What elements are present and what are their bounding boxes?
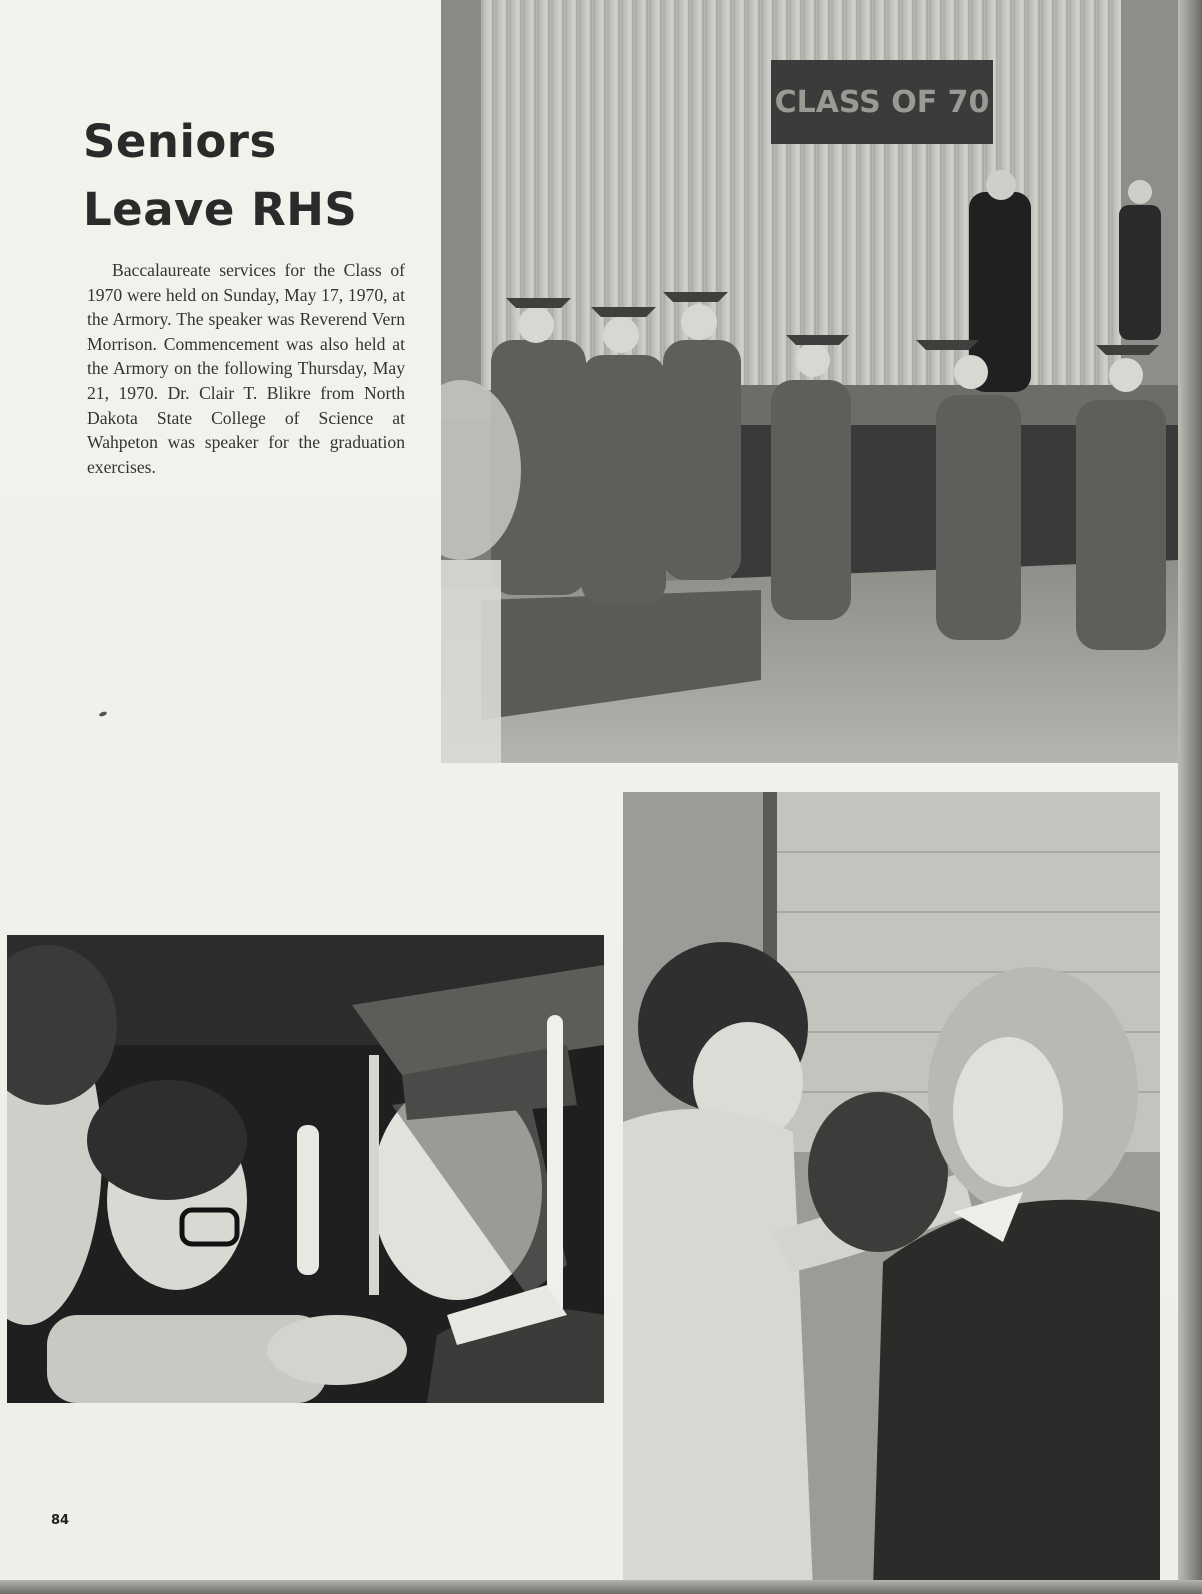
page-title-line-1: Seniors [83,115,277,168]
page-title-line-2: Leave RHS [83,183,358,236]
photo-cap-adjustment [7,935,604,1403]
page-title [83,108,357,244]
article-body: Baccalaureate services for the Class of 1970 were held on Sunday, May 17, 1970, at the Armory. The speaker was Reverend Vern Morrison. Commencement was also held at the Armory on the following Thursday, May 21, 1970. Dr. Clair T. Blikre from North Dakota State College of Science at Wahpeton was speaker for the graduation exercises. [87,260,405,477]
cap-image [7,935,604,1403]
print-blemish [99,711,108,717]
binding-edge-shadow [1178,0,1202,1594]
procession-image [441,0,1178,763]
photo-graduation-procession [441,0,1178,763]
pinning-image [623,792,1160,1589]
page-number: 84 [51,1513,70,1528]
bottom-edge-shadow [0,1580,1202,1594]
photo-robe-pinning [623,792,1160,1589]
class-banner-text: CLASS OF 70 [774,85,990,120]
